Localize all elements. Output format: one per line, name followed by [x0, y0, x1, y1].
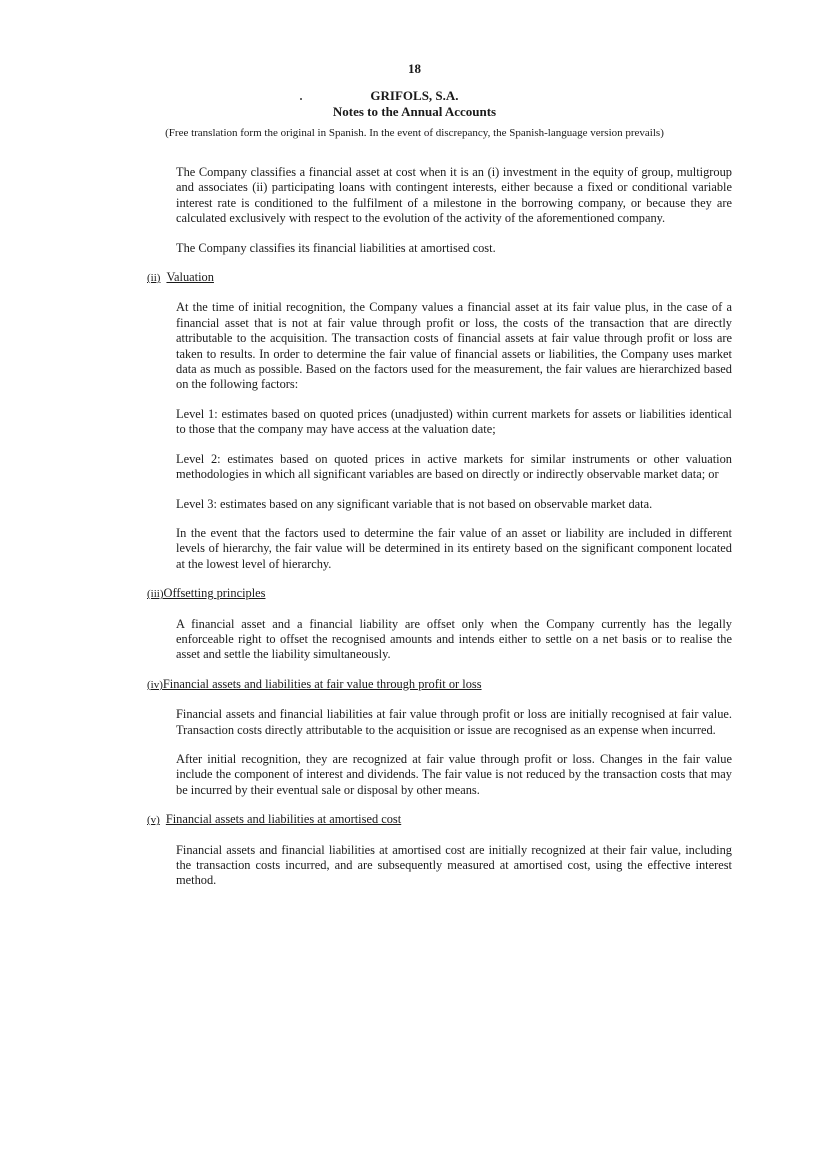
section-title: Offsetting principles — [163, 586, 266, 601]
company-name: GRIFOLS, S.A. — [370, 88, 459, 103]
paragraph-intro-1: The Company classifies a financial asset at cost when it is an (i) investment in the equity of group, multigroup and associates (ii) participating loans with contingent interests, either because a fixed or conditional variable interest rate is conditioned to the fulfilment of a milestone in the borrowing company, or because they are calculated exclusively with respect to the evolution of the activity of the aforementioned company. — [176, 165, 732, 226]
section-number: (v) — [147, 814, 160, 827]
paragraph-fvtpl-2: After initial recognition, they are recognized at fair value through profit or loss. Changes in the fair value include the component of interest and dividends. The fair value is not reduced by the transaction costs that may be incurred by their eventual sale or disposal by other means. — [176, 751, 732, 797]
section-number: (ii) — [147, 272, 161, 285]
stray-dot — [300, 98, 302, 100]
document-title: Notes to the Annual Accounts — [332, 104, 497, 119]
section-title: Financial assets and liabilities at fair value through profit or loss — [162, 676, 482, 691]
paragraph-valuation: At the time of initial recognition, the Company values a financial asset at its fair value plus, in the case of a financial asset that is not at fair value through profit or loss, the costs of the transaction that are directly attributable to the acquisition. The transaction costs of financial assets at fair value through profit or loss are taken to results. In order to determine the fair value of financial assets or liabilities, the Company uses market data as much as possible. Based on the factors used for the measurement, the fair values are hierarchized based on the following factors: — [176, 300, 732, 392]
paragraph-hierarchy: In the event that the factors used to determine the fair value of an asset or liability are included in different levels of hierarchy, the fair value will be determined in its entirety based on the significant component located at the lowest level of hierarchy. — [176, 525, 732, 571]
section-title: Valuation — [166, 270, 214, 285]
paragraph-level-1: Level 1: estimates based on quoted prices (unadjusted) within current markets for assets or liabilities identical to those that the company may have access at the valuation date; — [176, 406, 732, 437]
paragraph-fvtpl-1: Financial assets and financial liabilities at fair value through profit or loss are initially recognised at fair value. Transaction costs directly attributable to the acquisition or issue are recognised as an expense when incurred. — [176, 707, 732, 737]
paragraph-level-2: Level 2: estimates based on quoted prices in active markets for similar instruments or other valuation methodologies in which all significant variables are based on directly or indirectly observable market data; or — [176, 451, 732, 482]
section-heading-ii — [147, 270, 732, 286]
page-number: 18 — [408, 61, 421, 76]
paragraph-offsetting: A financial asset and a financial liability are offset only when the Company currently has the legally enforceable right to offset the recognised amounts and intends either to settle on a net basis or to realise the asset and settle the liability simultaneously. — [176, 616, 732, 662]
paragraph-intro-2: The Company classifies its financial liabilities at amortised cost. — [176, 240, 496, 255]
section-heading-v — [147, 812, 732, 828]
section-title: Financial assets and liabilities at amortised cost — [165, 812, 402, 827]
section-number: (iv) — [147, 678, 163, 691]
paragraph-amortised-cost: Financial assets and financial liabilities at amortised cost are initially recognized at their fair value, including the transaction costs incurred, and are subsequently measured at amortised cost, using the effective interest method. — [176, 842, 732, 888]
document-body — [147, 165, 732, 903]
paragraph-level-3: Level 3: estimates based on any significant variable that is not based on observable market data. — [176, 496, 653, 511]
section-heading-iii — [147, 586, 732, 602]
section-number: (iii) — [147, 588, 164, 601]
translation-note: (Free translation form the original in Spanish. In the event of discrepancy, the Spanish-language version prevails) — [165, 127, 664, 139]
section-heading-iv — [147, 677, 732, 693]
